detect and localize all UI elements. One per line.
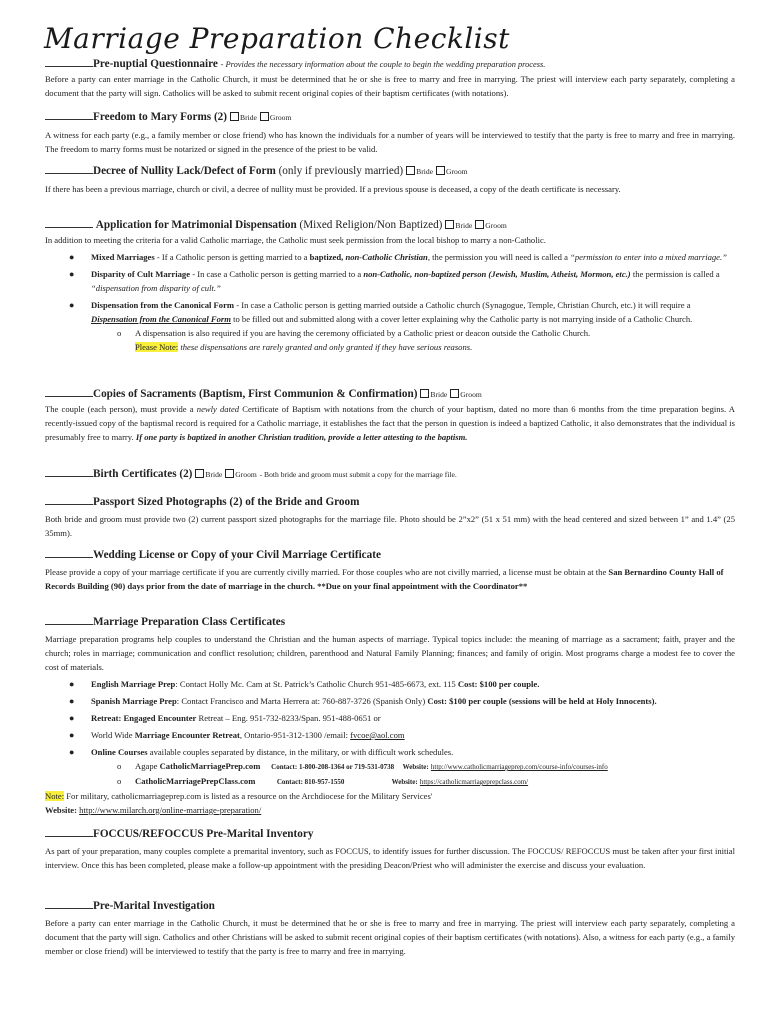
item-text: - In case a Catholic person is getting married outside a Catholic church (Synagogue, Temple, Christian Church, etc.) it will require a — [236, 300, 691, 310]
bride-label: Bride — [455, 221, 473, 230]
item-emphasis: non-Catholic Christian — [345, 252, 428, 262]
checklist-blank[interactable] — [45, 110, 93, 120]
item-italic: “dispensation from disparity of cult.” — [91, 283, 221, 293]
note-highlight: Note: — [45, 791, 65, 801]
section-text: Before a party can enter marriage in the Catholic Church, it must be determined that he or she is free to marry and free in marrying. The priest will interview each party separately, completing a document that the party will sign. Catholics and other Christians will be asked to submit recent original copies of their baptism certificates (with notations). Also, a witness for each party (e.g., a family member or close friend) will be interviewed to testify that the party is free to marry and free in marrying. — [45, 918, 735, 956]
bullet-icon: ● — [69, 269, 75, 279]
website-label: Website: — [45, 805, 77, 815]
text: Please provide a copy of your marriage certificate if you are currently civilly married. For those couples who are not civilly married, a license must be obtain at the — [45, 567, 607, 577]
section-text: Marriage preparation programs help couples to understand the Christian and the human aspects of marriage. Typical topics include: the meaning of marriage as a sacrament; faith, prayer and the church; roles in marriage; communication and conflict resolution; children, parenthood and Natural Family Planning; finances; and family of origin. Most programs charge a modest fee to cover the cost of materials. — [45, 634, 735, 672]
list-item — [45, 250, 735, 264]
section-paren: (only if previously married) — [278, 165, 404, 177]
note-line — [45, 789, 735, 803]
section-prenuptial — [45, 57, 735, 100]
page-title: Marriage Preparation Checklist — [44, 22, 510, 55]
item-text: the permission is called a — [632, 269, 720, 279]
section-text: As part of your preparation, many couples complete a premarital inventory, such as FOCCUS, to identify issues for further discussion. The FOCCUS/ REFOCCUS must be taken after your first initial interview. Once this has been completed, please make a follow-up appointment with the presiding Deacon/Priest who will administer the exercise and discuss your evaluation. — [45, 846, 735, 870]
section-paren: (Mixed Religion/Non Baptized) — [299, 219, 443, 231]
bride-label: Bride — [430, 390, 448, 399]
note-highlight: Please Note: — [135, 342, 179, 352]
bullet-icon: ● — [69, 679, 75, 689]
item-text: , Ontario-951-312-1300 /email: — [239, 730, 348, 740]
text: Certificate of Baptism with notations from the church of your baptism, dated no more than 6 months from the time preparation begins. A recently-issued copy of the baptismal record is required for a Catholic marriage, it establishes the fact that the person in question is indeed a baptized Catholic, it also demonstrates that the individual is presumably free to marry. — [45, 404, 735, 442]
item-contact: Contact: 810-957-1550 — [276, 778, 345, 786]
section-heading: Pre-Marital Investigation — [93, 900, 215, 912]
groom-label: Groom — [460, 390, 482, 399]
groom-label: Groom — [485, 221, 507, 230]
checklist-blank[interactable] — [45, 615, 93, 625]
item-label: Mixed Marriages — [91, 252, 155, 262]
checklist-blank[interactable] — [45, 57, 93, 67]
website-label: Website: — [391, 778, 418, 786]
item-label: English Marriage Prep — [91, 679, 176, 689]
website-link[interactable]: https://catholicmarriageprepclass.com/ — [419, 778, 529, 786]
groom-checkbox[interactable] — [475, 220, 484, 229]
bullet-icon: ● — [69, 730, 75, 740]
item-bold: Cost: $100 per couple. — [457, 679, 540, 689]
item-label: CatholicMarriagePrep.com — [159, 761, 261, 771]
section-heading: Pre-nuptial Questionnaire — [93, 58, 218, 70]
section-sacraments — [45, 387, 735, 444]
item-text: - If a Catholic person is getting married to a — [156, 252, 308, 262]
section-prep-class — [45, 615, 735, 817]
bullet-icon: ● — [69, 747, 75, 757]
section-passport-photos — [45, 495, 735, 540]
item-label: Online Courses — [91, 747, 148, 757]
bride-checkbox[interactable] — [420, 389, 429, 398]
list-item — [45, 298, 735, 326]
note-text: For military, catholicmarriageprep.com is listed as a resource on the Archdiocese for the Military Services' — [66, 791, 433, 801]
groom-label: Groom — [235, 470, 257, 479]
section-text: Both bride and groom must provide two (2) current passport sized photographs for the marriage file. Photo should be 2”x2” (51 x 51 mm) with the head centered and sized between 1” and 1.4” (25 35mm). — [45, 514, 735, 538]
circle-bullet-icon: o — [117, 761, 122, 771]
section-freedom-to-marry — [45, 110, 735, 156]
section-heading: Copies of Sacraments (Baptism, First Communion & Confirmation) — [93, 388, 418, 400]
bride-checkbox[interactable] — [230, 112, 239, 121]
item-emphasis: Dispensation from the Canonical Form — [91, 314, 231, 324]
bride-checkbox[interactable] — [406, 166, 415, 175]
checklist-blank[interactable] — [45, 827, 93, 837]
section-text — [45, 402, 735, 444]
bride-label: Bride — [240, 113, 257, 122]
text: The couple (each person), must provide a — [45, 404, 194, 414]
checklist-blank[interactable] — [45, 467, 93, 477]
bullet-icon: ● — [69, 696, 75, 706]
checklist-blank[interactable] — [45, 899, 93, 909]
sub-list-item — [45, 326, 735, 340]
list-item — [45, 711, 735, 725]
website-line — [45, 803, 735, 817]
bullet-icon: ● — [69, 300, 75, 310]
section-premarital-investigation — [45, 899, 735, 958]
item-text: available couples separated by distance, in the military, or with difficult work schedules. — [149, 747, 454, 757]
sub-list-item — [45, 774, 735, 789]
checklist-blank[interactable] — [45, 548, 93, 558]
groom-label: Groom — [446, 167, 468, 176]
text-emphasis: If one party is baptized in another Christian tradition, provide a letter attesting to the baptism. — [135, 432, 468, 442]
item-label: Marriage Encounter Retreat — [134, 730, 240, 740]
section-heading: Freedom to Mary Forms (2) — [93, 111, 227, 123]
item-emphasis: non-Catholic, non-baptized person (Jewish, Muslim, Atheist, Mormon, etc.) — [363, 269, 631, 279]
circle-bullet-icon: o — [117, 328, 122, 338]
checklist-blank[interactable] — [45, 387, 93, 397]
section-decree-of-nullity — [45, 164, 735, 196]
section-text: In addition to meeting the criteria for a valid Catholic marriage, the Catholic must seek permission from the local bishop to marry a non-Catholic. — [45, 235, 546, 245]
item-label: Retreat: Engaged Encounter — [91, 713, 197, 723]
list-item — [45, 677, 735, 691]
groom-checkbox[interactable] — [225, 469, 234, 478]
item-text: Agape — [135, 761, 158, 771]
item-bold: baptized, — [309, 252, 344, 262]
bride-checkbox[interactable] — [195, 469, 204, 478]
section-heading: Passport Sized Photographs (2) of the Bride and Groom — [93, 496, 360, 508]
checklist-blank[interactable] — [45, 218, 93, 228]
section-text — [45, 565, 735, 593]
section-heading: Decree of Nullity Lack/Defect of Form — [93, 165, 276, 177]
section-text: Before a party can enter marriage in the Catholic Church, it must be determined that he or she is free to marry and free in marrying. The priest will interview each party separately, completing a document that the party will sign. Catholics will be asked to submit recent original copies of their baptism certificates (with notations). — [45, 74, 735, 98]
item-label: Disparity of Cult Marriage — [91, 269, 191, 279]
item-label: Dispensation from the Canonical Form — [91, 300, 235, 310]
website-link[interactable]: http://www.milarch.org/online-marriage-preparation/ — [79, 805, 262, 815]
item-text: Retreat – Eng. 951-732-8233/Span. 951-488-0651 or — [198, 713, 381, 723]
item-bold: Cost: $100 per couple (sessions will be held at Holy Innocents). — [427, 696, 657, 706]
bride-label: Bride — [205, 470, 223, 479]
section-text: If there has been a previous marriage, church or civil, a decree of nullity must be provided. If a previous spouse is deceased, a copy of the death certificate is necessary. — [45, 184, 621, 194]
item-text: - In case a Catholic person is getting married to a — [192, 269, 362, 279]
groom-checkbox[interactable] — [436, 166, 445, 175]
item-text: , the permission you will need is called a — [427, 252, 568, 262]
section-matrimonial-dispensation — [45, 218, 735, 354]
item-contact: Contact: 1-800-208-1364 or 719-531-0738 — [271, 763, 395, 771]
note-line — [45, 340, 735, 354]
circle-bullet-icon: o — [117, 776, 122, 786]
checklist-blank[interactable] — [45, 495, 93, 505]
section-birth-certificates — [45, 467, 735, 482]
website-link[interactable]: http://www.catholicmarriageprep.com/course-info/courses-info — [430, 763, 608, 771]
section-text: - Both bride and groom must submit a copy for the marriage file. — [259, 470, 457, 479]
section-heading: Birth Certificates (2) — [93, 468, 193, 480]
section-wedding-license — [45, 548, 735, 593]
bullet-icon: ● — [69, 252, 75, 262]
item-label: CatholicMarriagePrepClass.com — [135, 776, 256, 786]
text-italic: newly dated — [196, 404, 240, 414]
sub-list-item — [45, 759, 735, 774]
note-text: these dispensations are rarely granted and only granted if they have serious reasons. — [180, 342, 473, 352]
item-text: to be filled out and submitted along with a cover letter explaining why the Catholic party is not marrying inside of a Catholic Church. — [233, 314, 693, 324]
item-text: : Contact Holly Mc. Cam at St. Patrick’s Catholic Church 951-485-6673, ext. 115 — [175, 679, 456, 689]
website-label: Website: — [402, 763, 429, 771]
groom-checkbox[interactable] — [260, 112, 269, 121]
item-italic: “permission to enter into a mixed marriage.” — [570, 252, 727, 262]
section-heading: Wedding License or Copy of your Civil Marriage Certificate — [93, 549, 381, 561]
item-text: : Contact Francisco and Marta Herrera at: 760-887-3726 (Spanish Only) — [176, 696, 426, 706]
item-text: World Wide — [91, 730, 133, 740]
text-bold: San Bernardino County Hall of Records Building (90) days prior from the date of marriage in the church. **Due on your final appointment with the Coordinator** — [45, 567, 724, 591]
bride-checkbox[interactable] — [445, 220, 454, 229]
list-item — [45, 267, 735, 295]
groom-label: Groom — [269, 113, 292, 122]
groom-checkbox[interactable] — [450, 389, 459, 398]
checklist-blank[interactable] — [45, 164, 93, 174]
section-subtitle: - Provides the necessary information about the couple to begin the wedding preparation process. — [220, 60, 546, 69]
bullet-icon: ● — [69, 713, 75, 723]
list-item — [45, 694, 735, 708]
section-heading: Marriage Preparation Class Certificates — [93, 616, 286, 628]
section-heading: Application for Matrimonial Dispensation — [95, 219, 297, 231]
item-label: Spanish Marriage Prep — [91, 696, 177, 706]
section-heading: FOCCUS/REFOCCUS Pre-Marital Inventory — [93, 828, 314, 840]
bride-label: Bride — [416, 167, 434, 176]
email-link[interactable]: fvcoe@aol.com — [350, 730, 405, 740]
section-foccus — [45, 827, 735, 872]
section-text: A witness for each party (e.g., a family member or close friend) who has known the individuals for a number of years will be interviewed to testify that the party is free to marry and free in marrying. The freedom to marry forms must be notarized or signed in the presence of the priest to be valid. — [45, 130, 735, 154]
item-text: A dispensation is also required if you are having the ceremony officiated by a Catholic priest or deacon outside the Catholic Church. — [135, 328, 591, 338]
list-item — [45, 728, 735, 742]
list-item — [45, 745, 735, 759]
